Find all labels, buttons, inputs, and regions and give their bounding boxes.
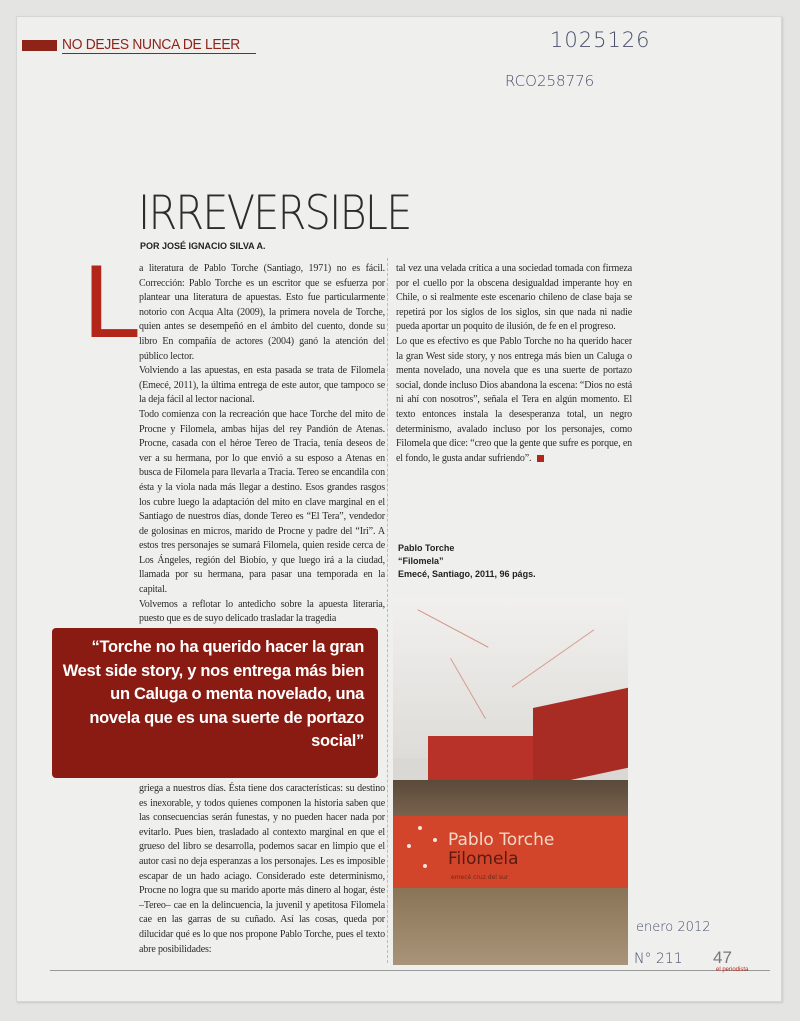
book-title: “Filomela” xyxy=(398,556,444,566)
handwritten-date: enero 2012 xyxy=(636,920,711,935)
section-marker xyxy=(22,40,57,51)
paragraph: a literatura de Pablo Torche (Santiago, 1971) no es fácil. Corrección: Pablo Torche es un escritor que se esfuerza por plantear una literatura de apuestas. Esto fue particularmente notorio con Acqua Alta (2009), la primera novela de Torche, quien antes se desempeñó en el ámbito del cuento, donde su libro En compañía de actores (2004) ganó la atención del público lector. xyxy=(139,263,385,362)
book-details: Emecé, Santiago, 2011, 96 págs. xyxy=(398,569,536,579)
star-icon xyxy=(423,864,427,868)
magazine-brand: el periodista xyxy=(716,967,749,973)
left-column-bottom xyxy=(139,782,385,964)
book-cover-image xyxy=(393,598,628,965)
page-number: 47 xyxy=(713,948,732,967)
cover-ground xyxy=(393,780,628,820)
section-title: NO DEJES NUNCA DE LEER xyxy=(62,36,240,53)
column-divider xyxy=(387,258,388,963)
handwritten-issue: N° 211 xyxy=(634,951,683,967)
footer-rule xyxy=(50,970,770,971)
right-column xyxy=(396,262,632,494)
byline: POR JOSÉ IGNACIO SILVA A. xyxy=(140,241,266,251)
handwritten-archive-number: 1025126 xyxy=(550,28,651,52)
paragraph: Volvemos a reflotar lo antedicho sobre la apuesta literaria, puesto que es de suyo delicado trasladar la tragedia xyxy=(139,598,385,624)
cover-title: Filomela xyxy=(448,849,519,869)
paragraph: tal vez una velada crítica a una sociedad tomada con firmeza por el cuello por la obscena desigualdad imperante hoy en Chile, o si realmente este escenario chileno de clase baja se repetirá por los siglos de los siglos, sin que nada ni nadie pueda aportar un poquito de ilusión, de fe en el progreso. xyxy=(396,263,632,333)
handwritten-catalog-code: RCO258776 xyxy=(505,72,595,90)
paragraph: Todo comienza con la recreación que hace Torche del mito de Procne y Filomela, ambas hijas del rey Pandión de Atenas. Procne, casada con el héroe Tereo de Tracia, tenía deseos de ver a su hermana, por lo que envió a su esposo a Atenas en busca de Filomela para llevarla a Tracia. Tereo se encandila con ésta y la viola nada más llegar a destino. Esos grandes rasgos los cubre luego la adaptación del mito en clave marginal en el Santiago de nuestros días, donde Tereo es “El Tera”, vendedor de golosinas en micros, marido de Procne y padre del “Iri”. A estos tres personajes se sumará Filomela, quien reside cerca de Los Ángeles, región del Biobío, y que luego irá a la ciudad, llamada por su hermana, para pasar una temporada en la capital. xyxy=(139,408,385,596)
book-author: Pablo Torche xyxy=(398,543,455,553)
star-icon xyxy=(433,838,437,842)
paragraph: griega a nuestros días. Ésta tiene dos características: su destino es inexorable, y todos quienes componen la historia saben que las consecuencias serán funestas, y no pueden hacer nada por evitarlo. Pues bien, trasladado al contexto marginal en que el grueso del libro se desarrolla, podemos sacar en limpio que el autor casi no deja esperanzas a los personajes. Les es imposible escapar de un hado aciago. Considerado este determinismo, Procne no logra que su marido aporte más dinero al hogar, éste –Tereo– cae en la delincuencia, la juvenil y apetitosa Filomela cae en las garras de su cuñado. Así las cosas, queda por dilucidar qué es lo que nos propone Pablo Torche, pues el texto abre posibilidades: xyxy=(139,783,385,955)
star-icon xyxy=(418,826,422,830)
paragraph xyxy=(396,335,632,466)
drop-cap: L xyxy=(83,244,141,360)
cover-publisher: emecé cruz del sur xyxy=(451,874,509,881)
paragraph: Volviendo a las apuestas, en esta pasada se trata de Filomela (Emecé, 2011), la última entrega de este autor, que tampoco se la deja fácil al lector nacional. xyxy=(139,365,385,406)
cover-building xyxy=(428,736,538,781)
cover-soil xyxy=(393,888,628,965)
article-title: IRREVERSIBLE xyxy=(138,186,411,241)
book-caption xyxy=(398,542,536,581)
end-mark-icon xyxy=(537,455,544,462)
star-icon xyxy=(407,844,411,848)
paragraph-text: Lo que es efectivo es que Pablo Torche no ha querido hacer la gran West side story, y nos entrega más bien un Caluga o menta novelado, una novela que es una suerte de portazo social, donde incluso Dios abandona la escena: “Dios no está ni ahí con nosotros”, señala el Tera en algún momento. El texto entonces instala la desesperanza total, un negro determinismo, avalado incluso por los personajes, como Filomela que dice: “creo que la gente que sufre es porque, en el fondo, le gusta andar sufriendo”. xyxy=(396,335,632,464)
section-underline xyxy=(62,53,256,54)
cover-author: Pablo Torche xyxy=(448,830,555,850)
left-column-top xyxy=(139,262,385,624)
pull-quote: “Torche no ha querido hacer la gran West side story, y nos entrega más bien un Caluga o menta novelado, una novela que es una suerte de portazo social” xyxy=(52,628,378,778)
